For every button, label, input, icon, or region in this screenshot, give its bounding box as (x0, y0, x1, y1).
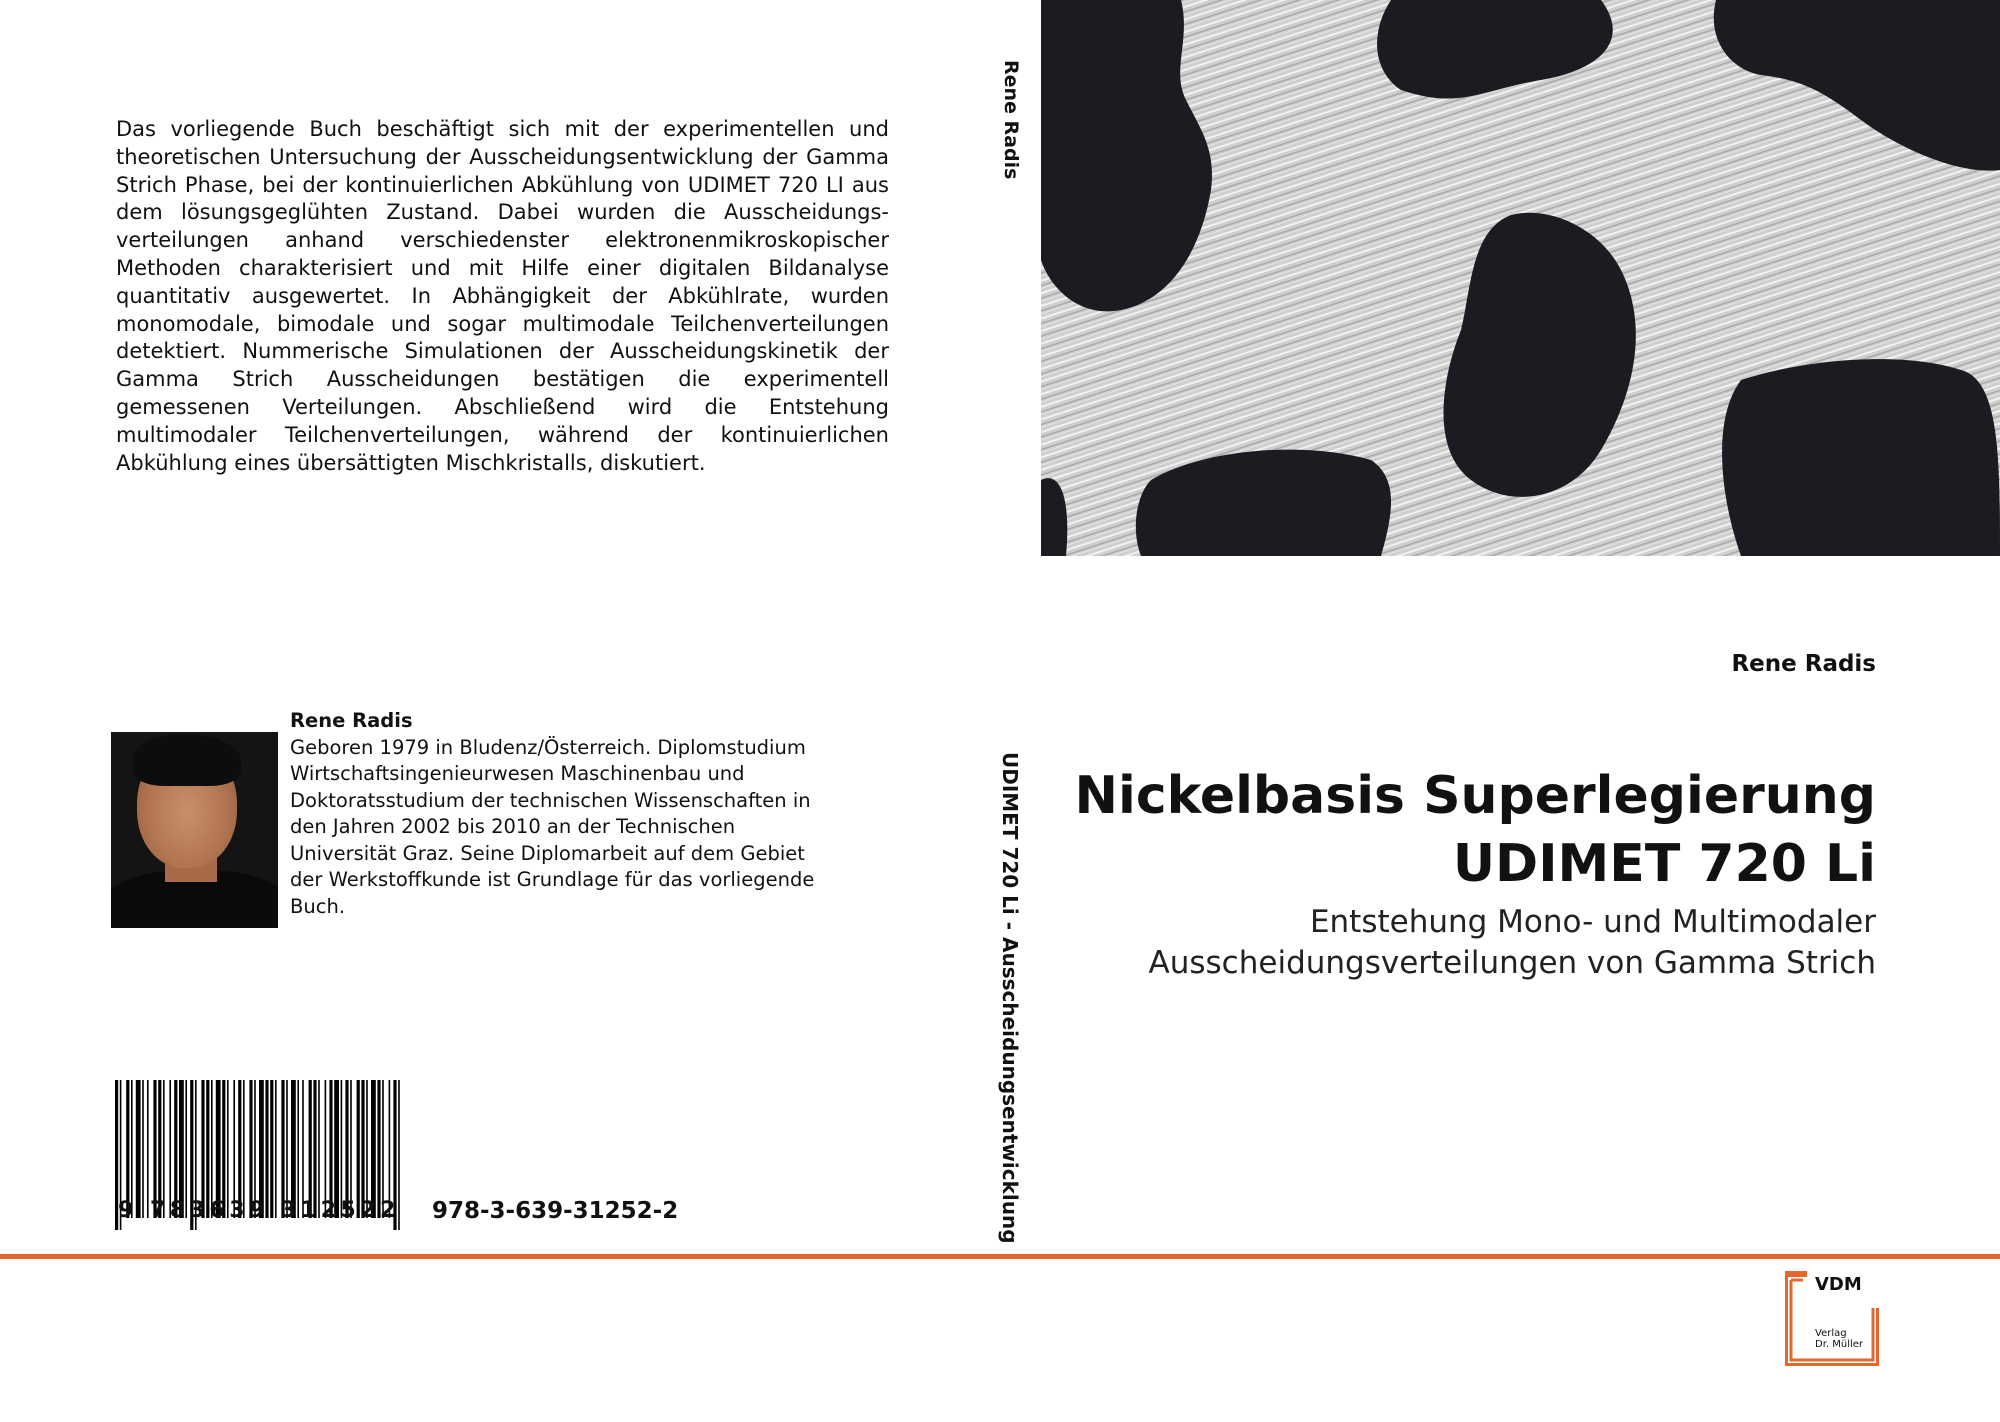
publisher-logo (1785, 1268, 1879, 1366)
publisher-brand: VDM (1815, 1274, 1862, 1295)
title-line-1: Nickelbasis Superlegierung (1074, 766, 1876, 826)
book-subtitle (1016, 902, 1876, 984)
author-bio (290, 708, 835, 920)
cover-cow-print-image (1041, 0, 2000, 556)
subtitle-line-2: Ausscheidungsverteilungen von Gamma Strich (1148, 945, 1876, 981)
spine-title: UDIMET 720 Li - Ausscheidungsentwicklung (998, 752, 1022, 1244)
front-author: Rene Radis (1731, 651, 1876, 677)
isbn-number: 978-3-639-31252-2 (432, 1198, 679, 1224)
barcode-digits: 9 783639 312522 (118, 1198, 400, 1223)
subtitle-line-1: Entstehung Mono- und Multimodaler (1309, 904, 1876, 940)
publisher-line-2: Dr. Müller (1815, 1339, 1864, 1350)
title-line-2: UDIMET 720 Li (1452, 834, 1876, 894)
book-title (1016, 762, 1876, 898)
bio-author-name: Rene Radis (290, 709, 413, 732)
author-photo (111, 732, 278, 928)
back-cover-blurb: Das vorliegende Buch beschäftigt sich mit der experimentellen und theoretischen Untersuchung der Ausscheidungsentwicklung der Gamma Strich Phase, bei der kontinuierlichen Abkühlung von UDIMET 720 LI aus dem lösungsgeglühten Zustand. Dabei wurden die Ausscheidungsverteilungen anhand verschiedenster elektronenmikroskopischer Methoden charakterisiert und mit Hilfe einer digitalen Bildanalyse quantitativ ausgewertet. In Abhängigkeit der Abkühlrate, wurden monomodale, bimodale und sogar multimodale Teilchenverteilungen detektiert. Nummerische Simulationen der Ausscheidungskinetik der Gamma Strich Ausscheidungen bestätigen die experimentell gemessenen Verteilungen. Abschließend wird die Entstehung multimodaler Teilchenverteilungen, während der kontinuierlichen Abkühlung eines übersättigten Mischkristalls, diskutiert. (116, 117, 889, 475)
orange-divider (0, 1254, 2000, 1259)
publisher-line-1: Verlag (1815, 1328, 1847, 1339)
spine-author: Rene Radis (1000, 60, 1022, 180)
bio-text: Geboren 1979 in Bludenz/Österreich. Diplomstudium Wirtschaftsingenieurwesen Maschinenbau und Doktoratsstudium der technischen Wissenschaften in den Jahren 2002 bis 2010 an der Technischen Universität Graz. Seine Diplomarbeit auf dem Gebiet der Werkstoffkunde ist Grundlage für das vorliegende Buch. (290, 735, 815, 918)
